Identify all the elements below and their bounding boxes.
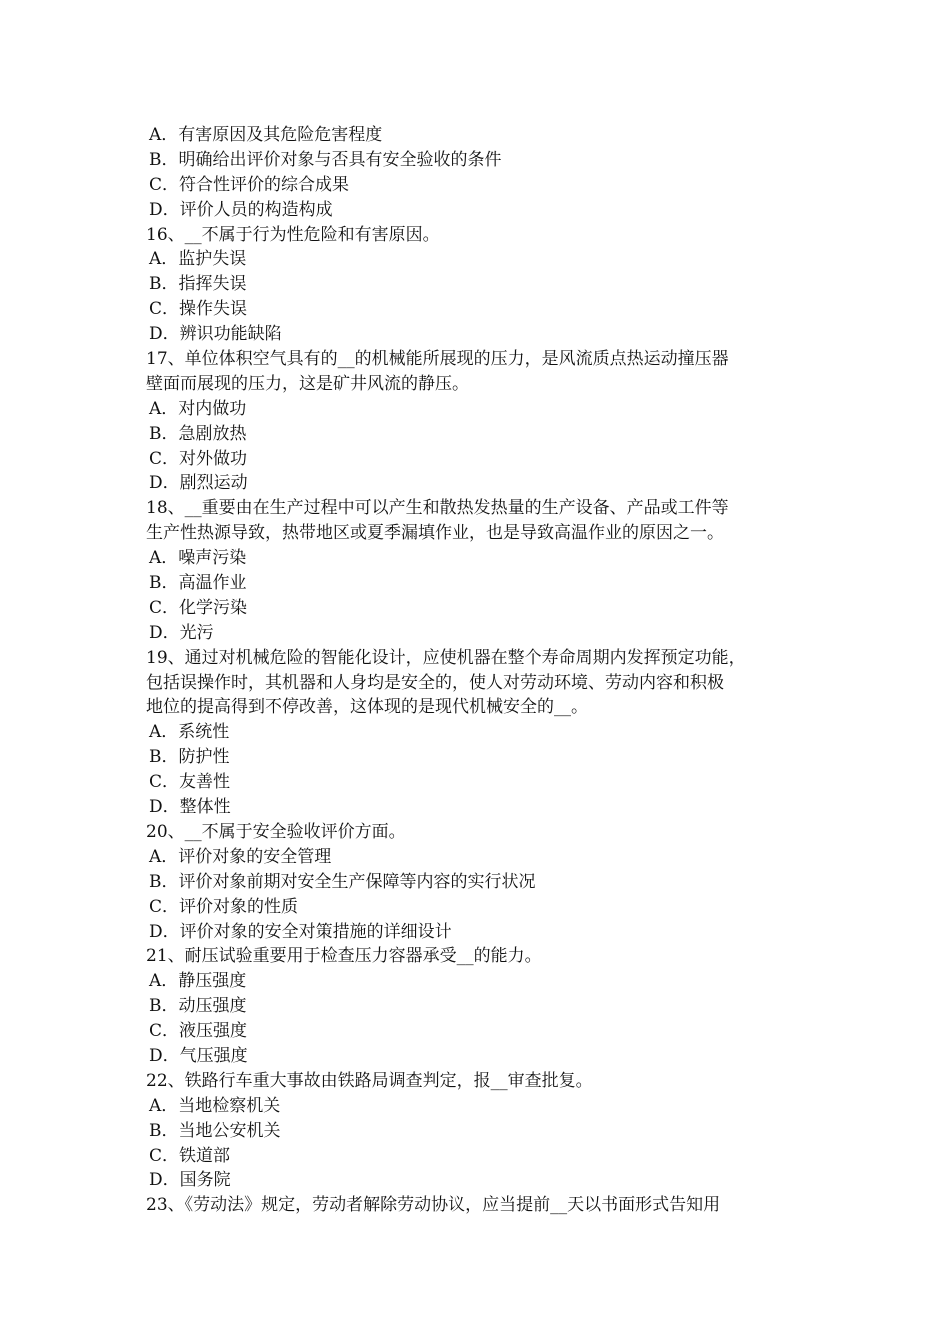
- answer-option: C．对外做功: [149, 448, 248, 469]
- answer-option: A．噪声污染: [149, 548, 247, 569]
- answer-option: D．评价人员的构造构成: [149, 199, 333, 220]
- answer-option: C．铁道部: [149, 1145, 231, 1166]
- question-text: 22、铁路行车重大事故由铁路局调查判定，报__审查批复。: [146, 1070, 593, 1091]
- question-text: 18、__重要由在生产过程中可以产生和散热发热量的生产设备、产品或工件等: [146, 498, 729, 519]
- answer-option: C．友善性: [149, 772, 231, 793]
- question-text: 17、单位体积空气具有的__的机械能所展现的压力，是风流质点热运动撞压器: [146, 349, 729, 370]
- answer-option: C．评价对象的性质: [149, 896, 299, 917]
- answer-option: C．符合性评价的综合成果: [149, 174, 350, 195]
- question-text: 23、《劳动法》规定，劳动者解除劳动协议，应当提前__天以书面形式告知用: [146, 1195, 721, 1216]
- answer-option: C．液压强度: [149, 1021, 248, 1042]
- answer-option: B．高温作业: [149, 573, 247, 594]
- answer-option: A．监护失误: [149, 249, 247, 270]
- answer-option: D．评价对象的安全对策措施的详细设计: [149, 921, 452, 942]
- question-text: 20、__不属于安全验收评价方面。: [146, 821, 406, 842]
- answer-option: A．系统性: [149, 722, 230, 743]
- answer-option: B．明确给出评价对象与否具有安全验收的条件: [149, 149, 502, 170]
- answer-option: D．辨识功能缺陷: [149, 324, 282, 345]
- answer-option: A．当地检察机关: [149, 1095, 281, 1116]
- answer-option: D．光污: [149, 622, 214, 643]
- answer-option: B．评价对象前期对安全生产保障等内容的实行状况: [149, 871, 536, 892]
- answer-option: B．指挥失误: [149, 274, 247, 295]
- answer-option: A．评价对象的安全管理: [149, 846, 332, 867]
- answer-option: D．国务院: [149, 1170, 231, 1191]
- answer-option: B．急剧放热: [149, 423, 247, 444]
- question-text: 21、耐压试验重要用于检查压力容器承受__的能力。: [146, 946, 542, 967]
- answer-option: A．静压强度: [149, 971, 247, 992]
- answer-option: A．有害原因及其危险危害程度: [149, 125, 383, 145]
- answer-option: C．化学污染: [149, 597, 248, 618]
- document-page: [146, 123, 811, 1218]
- answer-option: B．防护性: [149, 747, 230, 768]
- question-text: 壁面而展现的压力，这是矿井风流的静压。: [146, 373, 469, 394]
- answer-option: D．剧烈运动: [149, 473, 248, 494]
- answer-option: D．气压强度: [149, 1045, 248, 1066]
- answer-option: C．操作失误: [149, 299, 248, 320]
- question-text: 包括误操作时，其机器和人身均是安全的，使人对劳动环境、劳动内容和积极: [146, 672, 724, 693]
- answer-option: B．当地公安机关: [149, 1120, 281, 1141]
- answer-option: D．整体性: [149, 797, 231, 818]
- question-text: 19、通过对机械危险的智能化设计，应使机器在整个寿命周期内发挥预定功能，: [146, 647, 746, 668]
- answer-option: B．动压强度: [149, 996, 247, 1017]
- question-text: 地位的提高得到不停改善，这体现的是现代机械安全的__。: [146, 697, 588, 718]
- question-text: 生产性热源导致，热带地区或夏季漏填作业，也是导致高温作业的原因之一。: [146, 523, 724, 544]
- answer-option: A．对内做功: [149, 398, 247, 419]
- question-text: 16、__不属于行为性危险和有害原因。: [146, 224, 440, 245]
